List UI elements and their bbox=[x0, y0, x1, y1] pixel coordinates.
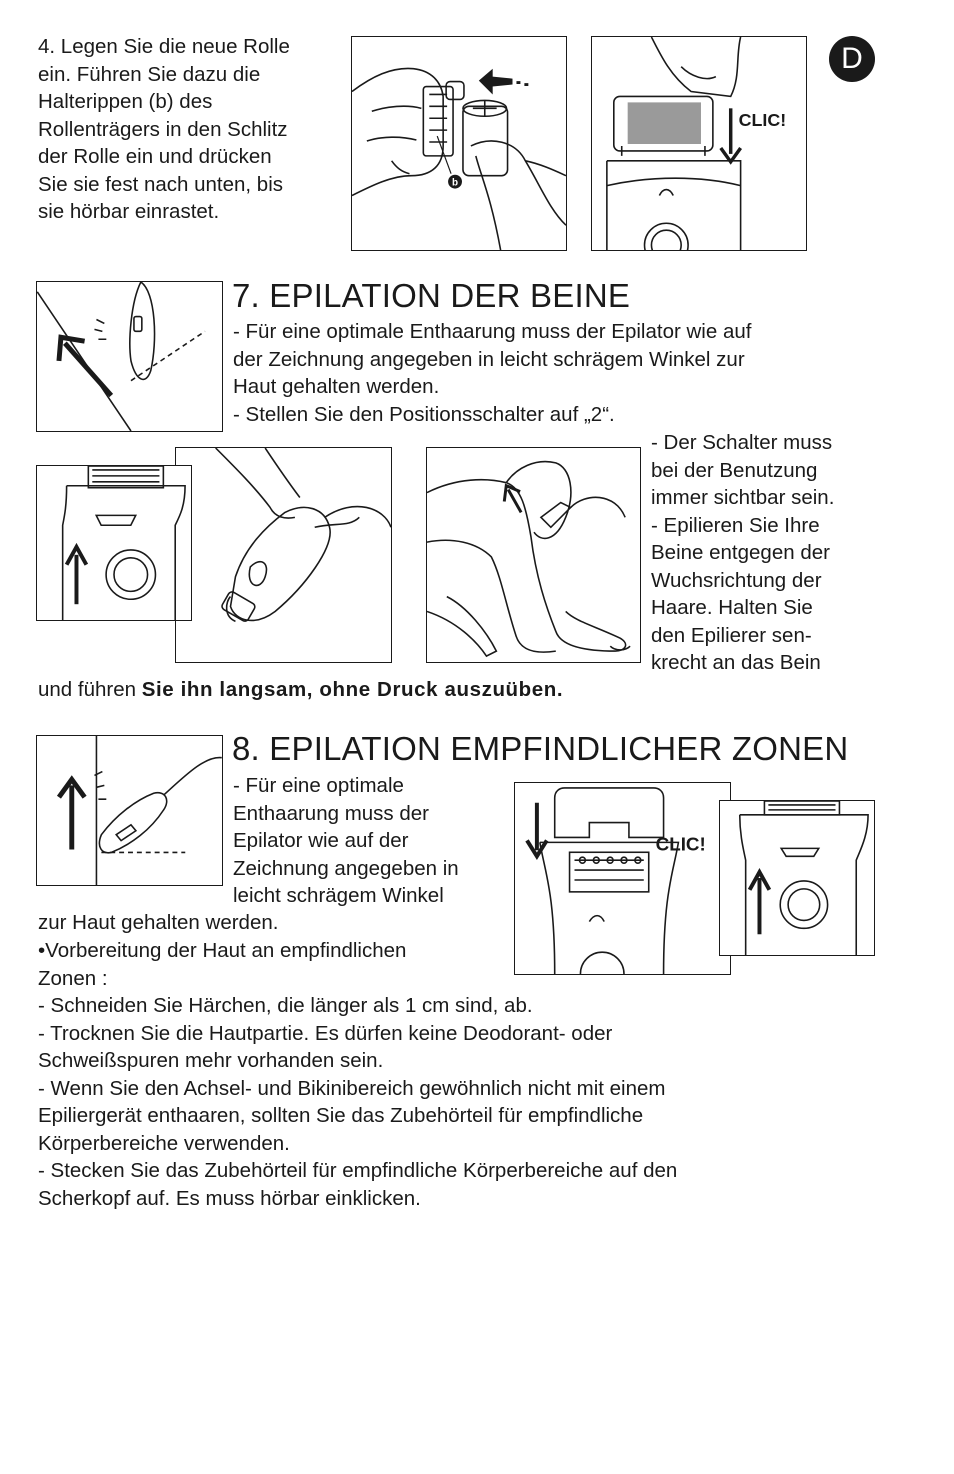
section7-side-text bbox=[651, 429, 834, 677]
text-line: der Zeichnung angegeben in leicht schrägem Winkel zur bbox=[233, 347, 745, 371]
figure-clic-roller bbox=[591, 36, 807, 251]
text-line: Rollenträgers in den Schlitz bbox=[38, 117, 288, 141]
text-line: Beine entgegen der bbox=[651, 541, 830, 564]
text-line: 4. Legen Sie die neue Rolle bbox=[38, 35, 290, 58]
section8-body bbox=[38, 992, 677, 1212]
text-line: krecht an das Bein bbox=[651, 651, 821, 674]
section8-prep bbox=[38, 937, 406, 992]
text-line: Körperbereiche verwenden. bbox=[38, 1131, 290, 1155]
figure-attach-accessory bbox=[514, 782, 731, 975]
text-line: den Epilierer sen- bbox=[651, 623, 812, 647]
roller-clic-illustration bbox=[592, 37, 806, 250]
figure-sensitive-angle bbox=[36, 735, 223, 886]
section8-intro bbox=[233, 772, 459, 910]
section7-last-line bbox=[38, 676, 563, 704]
accessory-clic-illustration bbox=[515, 783, 730, 974]
figure-accessory-switch bbox=[719, 800, 875, 956]
section7-text bbox=[233, 318, 751, 428]
section7-title: 7. EPILATION DER BEINE bbox=[232, 277, 631, 314]
leg-illustration bbox=[427, 448, 640, 662]
sensitive-angle-illustration bbox=[37, 736, 222, 885]
text-line: Haut gehalten werden. bbox=[233, 375, 440, 398]
figure-leg-epilation bbox=[426, 447, 641, 663]
text-line: Zonen : bbox=[38, 966, 108, 990]
figure-leg-angle bbox=[36, 281, 223, 432]
label-b: b bbox=[452, 177, 459, 189]
text-line: - Stecken Sie das Zubehörteil für empfindliche Körperbereiche auf den bbox=[38, 1159, 678, 1182]
text-line: Wuchsrichtung der bbox=[651, 568, 822, 592]
figure-hand-epilator bbox=[175, 447, 392, 663]
text-normal: und führen bbox=[38, 678, 142, 701]
figure-insert-roller bbox=[351, 36, 567, 251]
section8-title: 8. EPILATION EMPFINDLICHER ZONEN bbox=[232, 730, 849, 767]
text-line: - Für eine optimale bbox=[233, 774, 404, 797]
text-line: Epilator wie auf der bbox=[233, 829, 409, 852]
text-line: - Stellen Sie den Positionsschalter auf „2“. bbox=[233, 402, 615, 426]
text-line: Scherkopf auf. Es muss hörbar einklicken. bbox=[38, 1186, 421, 1210]
hand-epilator-illustration bbox=[176, 448, 391, 662]
text-line: Halterippen (b) des bbox=[38, 90, 213, 113]
switch-illustration bbox=[37, 466, 191, 620]
text-line: Epiliergerät enthaaren, sollten Sie das Zubehörteil für empfindliche bbox=[38, 1104, 644, 1127]
text-line: Haare. Halten Sie bbox=[651, 596, 813, 619]
text-line: - Für eine optimale Enthaarung muss der Epilator wie auf bbox=[233, 320, 752, 343]
leg-angle-illustration bbox=[37, 282, 222, 431]
figure-switch-position bbox=[36, 465, 192, 621]
text-line: bei der Benutzung bbox=[651, 458, 818, 482]
text-line: sie hörbar einrastet. bbox=[38, 200, 220, 223]
text-line: - Epilieren Sie Ihre bbox=[651, 513, 820, 537]
clic-label: CLIC! bbox=[655, 833, 706, 855]
text-line: - Der Schalter muss bbox=[651, 431, 833, 454]
step4-text bbox=[38, 33, 290, 226]
text-line: - Schneiden Sie Härchen, die länger als 1 cm sind, ab. bbox=[38, 994, 533, 1017]
text-line: - Trocknen Sie die Hautpartie. Es dürfen keine Deodorant- oder bbox=[38, 1021, 613, 1045]
roller-insert-illustration bbox=[352, 37, 566, 250]
text-line: der Rolle ein und drücken bbox=[38, 145, 272, 168]
language-badge: D bbox=[829, 36, 875, 82]
text-line: Sie sie fest nach unten, bis bbox=[38, 172, 284, 196]
text-line: immer sichtbar sein. bbox=[651, 486, 835, 509]
accessory-switch-illustration bbox=[720, 801, 874, 955]
text-line: Enthaarung muss der bbox=[233, 801, 430, 825]
section8-continue: zur Haut gehalten werden. bbox=[38, 911, 279, 934]
text-line: Schweißspuren mehr vorhanden sein. bbox=[38, 1049, 384, 1072]
text-line: •Vorbereitung der Haut an empfindlichen bbox=[38, 939, 407, 962]
text-line: Zeichnung angegeben in bbox=[233, 856, 459, 880]
text-line: - Wenn Sie den Achsel- und Bikinibereich gewöhnlich nicht mit einem bbox=[38, 1076, 666, 1100]
text-line: leicht schrägem Winkel bbox=[233, 884, 444, 907]
text-line: ein. Führen Sie dazu die bbox=[38, 62, 261, 86]
clic-label: CLIC! bbox=[738, 110, 787, 131]
text-bold: Sie ihn langsam, ohne Druck auszuüben. bbox=[141, 678, 564, 701]
